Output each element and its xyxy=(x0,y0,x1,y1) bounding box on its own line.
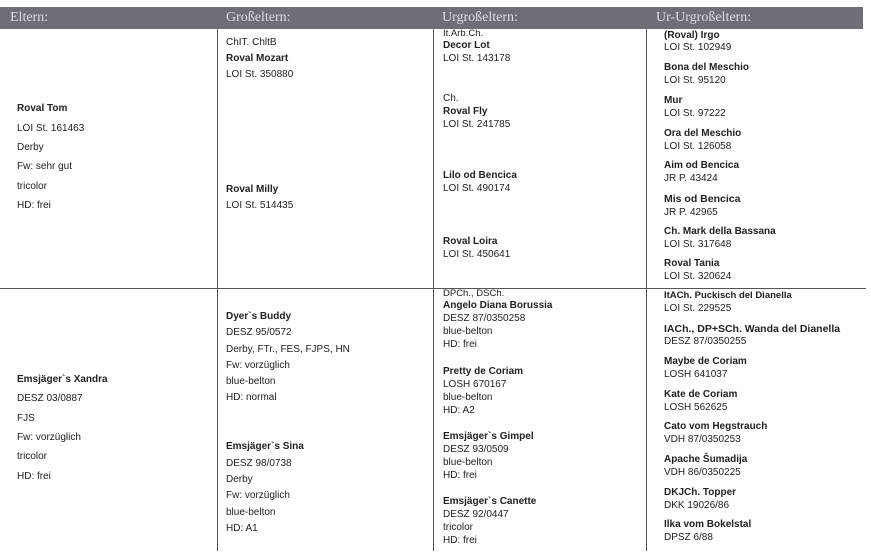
column-divider-2 xyxy=(433,29,434,551)
gp4-reg: DESZ 98/0738 xyxy=(226,458,292,469)
header-great-great-grandparents: Ur-Urgroßeltern: xyxy=(656,10,752,25)
ggp8-reg: LOI St. 320624 xyxy=(664,271,732,282)
gp2-reg: LOI St. 514435 xyxy=(226,200,294,211)
ugp8-line2: HD: frei xyxy=(443,535,477,546)
ggp10-name: IACh., DP+SCh. Wanda del Dianella xyxy=(664,323,841,335)
ggp13-reg: VDH 87/0350253 xyxy=(664,434,741,445)
ggp14-name: Apache Šumadija xyxy=(664,454,748,465)
ugp1-reg: LOI St. 143178 xyxy=(443,53,511,64)
ggp3-reg: LOI St. 97222 xyxy=(664,108,726,119)
ggp6-name: Mis od Bencica xyxy=(664,193,741,205)
gp1-title: ChIT. ChltB xyxy=(226,37,277,48)
ugp1-title: It.Arb.Ch. xyxy=(443,28,484,39)
column-divider-3 xyxy=(646,29,647,551)
ggp10-reg: DESZ 87/0350255 xyxy=(664,336,747,347)
sire-line1: Derby xyxy=(17,142,44,153)
ugp8-name: Emsjäger`s Canette xyxy=(443,496,537,507)
gp3-reg: DESZ 95/0572 xyxy=(226,327,292,338)
gp1-name: Roval Mozart xyxy=(226,53,289,64)
column-divider-1 xyxy=(217,29,218,551)
ggp5-name: Aim od Bencica xyxy=(664,160,740,171)
ugp7-name: Emsjäger`s Gimpel xyxy=(443,431,534,442)
ugp7-line2: HD: frei xyxy=(443,470,477,481)
dam-line4: HD: frei xyxy=(17,471,51,482)
ggp14-reg: VDH 86/0350225 xyxy=(664,467,741,478)
ggp1-reg: LOI St. 102949 xyxy=(664,42,732,53)
header-grandparents: Großeltern: xyxy=(226,10,291,25)
ugp5-name: Angelo Diana Borussia xyxy=(443,300,553,311)
gp4-line1: Derby xyxy=(226,474,253,485)
ggp4-reg: LOI St. 126058 xyxy=(664,141,732,152)
ugp5-reg: DESZ 87/0350258 xyxy=(443,313,526,324)
dam-line3: tricolor xyxy=(17,451,48,462)
ggp9-reg: LOI St. 229525 xyxy=(664,303,732,314)
ugp3-reg: LOI St. 490174 xyxy=(443,183,511,194)
ggp6-reg: JR P. 42965 xyxy=(664,207,718,218)
ggp16-reg: DPSZ 6/88 xyxy=(664,532,713,543)
ugp2-reg: LOI St. 241785 xyxy=(443,119,511,130)
ggp15-name: DKJCh. Topper xyxy=(664,487,737,498)
ugp2-name: Roval Fly xyxy=(443,106,488,117)
ggp7-reg: LOI St. 317648 xyxy=(664,239,732,250)
sire-reg: LOI St. 161463 xyxy=(17,123,85,134)
pedigree-header xyxy=(0,7,863,29)
sire-line2: Fw: sehr gut xyxy=(17,161,73,172)
ugp6-line2: HD: A2 xyxy=(443,405,475,416)
header-parents: Eltern: xyxy=(10,10,49,25)
ugp3-name: Lilo od Bencica xyxy=(443,170,517,181)
gp4-line4: HD: A1 xyxy=(226,523,258,534)
ggp2-name: Bona del Meschio xyxy=(664,62,750,73)
ugp5-title: DPCh., DSCh. xyxy=(443,288,505,299)
dam-line2: Fw: vorzüglich xyxy=(17,432,81,443)
sire-name: Roval Tom xyxy=(17,103,68,114)
ggp12-name: Kate de Coriam xyxy=(664,389,738,400)
ggp15-reg: DKK 19026/86 xyxy=(664,500,730,511)
gp2-name: Roval Milly xyxy=(226,184,279,195)
ggp8-name: Roval Tania xyxy=(664,258,720,269)
sire-line4: HD: frei xyxy=(17,200,51,211)
gp1-reg: LOI St. 350880 xyxy=(226,69,294,80)
ugp8-line1: tricolor xyxy=(443,522,474,533)
gp4-name: Emsjäger`s Sina xyxy=(226,441,304,452)
ggp3-name: Mur xyxy=(664,95,683,106)
ugp6-name: Pretty de Coriam xyxy=(443,366,524,377)
gp3-line1: Derby, FTr., FES, FJPS, HN xyxy=(226,344,350,355)
ggp13-name: Cato vom Hegstrauch xyxy=(664,421,768,432)
header-great-grandparents: Urgroßeltern: xyxy=(442,10,518,25)
ugp7-line1: blue-belton xyxy=(443,457,493,468)
ggp5-reg: JR P. 43424 xyxy=(664,173,718,184)
ggp12-reg: LOSH 562625 xyxy=(664,402,728,413)
ugp6-reg: LOSH 670167 xyxy=(443,379,507,390)
ugp6-line1: blue-belton xyxy=(443,392,493,403)
ggp9-name: ItACh. Puckisch del Dianella xyxy=(664,290,792,301)
ugp7-reg: DESZ 93/0509 xyxy=(443,444,509,455)
row-divider xyxy=(0,288,866,289)
dam-name: Emsjäger`s Xandra xyxy=(17,374,108,385)
gp3-line4: HD: normal xyxy=(226,392,277,403)
ggp11-name: Maybe de Coriam xyxy=(664,356,747,367)
gp3-line3: blue-belton xyxy=(226,376,276,387)
dam-line1: FJS xyxy=(17,413,35,424)
ggp7-name: Ch. Mark della Bassana xyxy=(664,226,776,237)
ugp5-line1: blue-belton xyxy=(443,326,493,337)
ugp4-reg: LOI St. 450641 xyxy=(443,249,511,260)
ugp4-name: Roval Loira xyxy=(443,236,498,247)
gp3-line2: Fw: vorzüglich xyxy=(226,360,290,371)
ugp2-title: Ch. xyxy=(443,93,459,104)
gp3-name: Dyer`s Buddy xyxy=(226,311,292,322)
ggp16-name: Ilka vom Bokelstal xyxy=(664,519,752,530)
gp4-line3: blue-belton xyxy=(226,507,276,518)
ggp2-reg: LOI St. 95120 xyxy=(664,75,726,86)
ugp5-line2: HD: frei xyxy=(443,339,477,350)
ugp8-reg: DESZ 92/0447 xyxy=(443,509,509,520)
gp4-line2: Fw: vorzüglich xyxy=(226,490,290,501)
sire-line3: tricolor xyxy=(17,181,48,192)
ugp1-name: Decor Lot xyxy=(443,40,490,51)
ggp4-name: Ora del Meschio xyxy=(664,128,742,139)
ggp1-name: (Roval) Irgo xyxy=(664,30,720,41)
ggp11-reg: LOSH 641037 xyxy=(664,369,728,380)
dam-reg: DESZ 03/0887 xyxy=(17,393,83,404)
